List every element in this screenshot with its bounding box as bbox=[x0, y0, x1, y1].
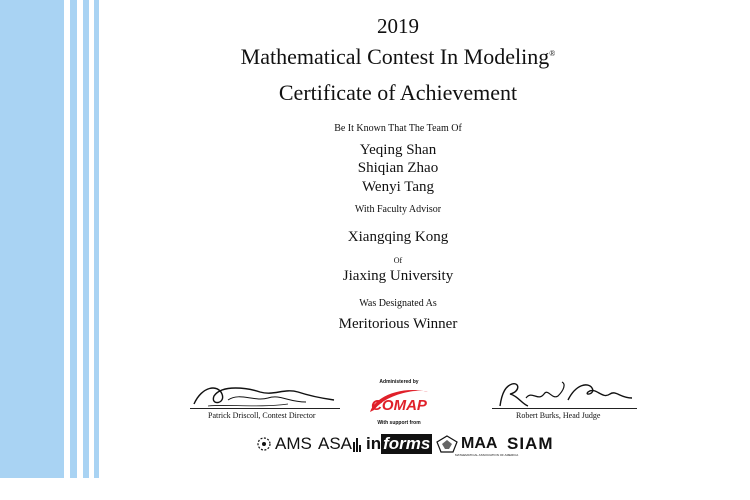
contest-name-text: Mathematical Contest In Modeling bbox=[240, 44, 550, 69]
head-judge-caption: Robert Burks, Head Judge bbox=[516, 411, 601, 420]
advisor-name: Xiangqing Kong bbox=[347, 229, 449, 245]
director-caption: Patrick Driscoll, Contest Director bbox=[208, 411, 316, 420]
asa-bars-icon bbox=[352, 436, 362, 452]
asa-logo bbox=[318, 431, 362, 457]
director-signature bbox=[188, 382, 338, 410]
registered-mark: ® bbox=[549, 49, 556, 58]
maa-subtitle: MATHEMATICAL ASSOCIATION OF AMERICA bbox=[455, 453, 519, 457]
ams-logo bbox=[256, 431, 312, 457]
ams-emblem-icon bbox=[256, 436, 272, 452]
left-blue-stripe bbox=[0, 0, 64, 478]
comap-logo bbox=[366, 386, 432, 423]
university-name: Jiaxing University bbox=[342, 268, 454, 284]
left-blue-stripe-thin bbox=[70, 0, 77, 478]
siam-logo bbox=[507, 431, 554, 457]
siam-logo-text: SIAM bbox=[507, 434, 554, 453]
ams-logo-text: AMS bbox=[275, 434, 312, 453]
informs-logo-text: in bbox=[366, 434, 382, 453]
comap-logo-text: COMAP bbox=[371, 397, 427, 414]
administered-by-label: Administered by bbox=[379, 379, 419, 385]
contest-name bbox=[241, 44, 556, 70]
asa-logo-text: ASA bbox=[318, 434, 353, 453]
head-judge-signature bbox=[492, 380, 637, 410]
with-support-label: With support from bbox=[377, 420, 421, 426]
certificate-title: Certificate of Achievement bbox=[278, 80, 518, 105]
left-blue-stripe-thin bbox=[94, 0, 99, 478]
maa-logo-text: MAA bbox=[461, 435, 498, 452]
head-judge-signature-line bbox=[492, 408, 637, 409]
team-member: Yeqing Shan bbox=[359, 142, 437, 158]
advisor-intro: With Faculty Advisor bbox=[354, 204, 442, 215]
left-blue-stripe-thin bbox=[83, 0, 89, 478]
team-intro: Be It Known That The Team Of bbox=[334, 123, 462, 134]
maa-polyhedron-icon bbox=[436, 435, 458, 453]
team-member: Wenyi Tang bbox=[361, 179, 435, 195]
of-label: Of bbox=[393, 256, 403, 265]
director-signature-line bbox=[190, 408, 340, 409]
team-member: Shiqian Zhao bbox=[357, 160, 439, 176]
designation-intro: Was Designated As bbox=[359, 298, 437, 309]
informs-logo bbox=[366, 431, 432, 457]
certificate-year: 2019 bbox=[377, 14, 419, 38]
award-title: Meritorious Winner bbox=[338, 316, 458, 332]
informs-logo-box: forms bbox=[383, 434, 431, 453]
